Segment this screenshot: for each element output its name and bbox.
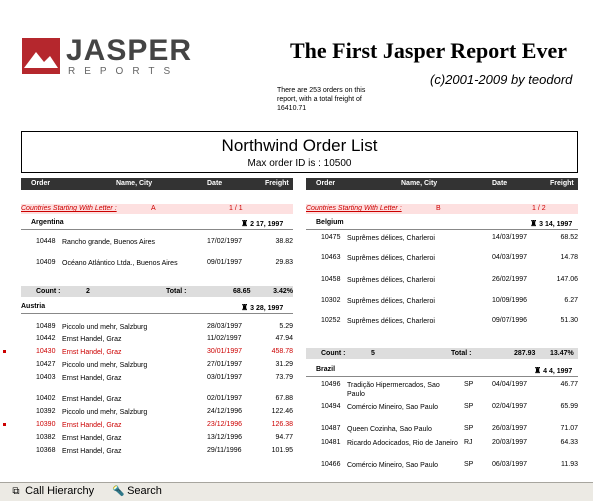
table-row xyxy=(21,447,293,465)
order-freight: 31.29 xyxy=(275,361,293,368)
order-id: 10252 xyxy=(321,317,341,324)
order-id: 10409 xyxy=(36,259,56,266)
order-date: 23/12/1996 xyxy=(207,421,243,428)
report-summary: There are 253 orders on this report, with a total freight of 16410.71 xyxy=(277,87,366,112)
col-order: Order xyxy=(31,180,51,187)
country-header xyxy=(21,217,293,230)
tab-label: Search xyxy=(127,485,162,497)
order-state: SP xyxy=(464,403,474,410)
badge-date: 4 4, 1997 xyxy=(543,368,573,375)
country-name: Austria xyxy=(21,303,46,310)
order-date: 26/03/1997 xyxy=(492,425,528,432)
order-freight: 38.82 xyxy=(275,238,293,245)
rows-austria xyxy=(21,314,293,474)
order-id: 10368 xyxy=(36,447,56,454)
letter-filter-bar xyxy=(306,204,578,214)
order-date: 24/12/1996 xyxy=(207,408,243,415)
table-row xyxy=(21,259,293,279)
order-id: 10382 xyxy=(36,434,56,441)
call-hierarchy-icon: ⧉ xyxy=(12,486,20,497)
logo-word: JASPER xyxy=(66,34,193,67)
order-date: 13/12/1996 xyxy=(207,434,243,441)
order-state: SP xyxy=(464,425,474,432)
country-header xyxy=(21,301,293,314)
order-list-header-box xyxy=(21,131,578,173)
table-row xyxy=(21,238,293,254)
customer-name: Ricardo Adocicados, Rio de Janeiro xyxy=(347,440,458,447)
order-id: 10463 xyxy=(321,254,341,261)
country-name: Brazil xyxy=(316,366,336,373)
order-date: 06/03/1997 xyxy=(492,461,528,468)
order-freight: 47.94 xyxy=(275,335,293,342)
order-freight: 6.27 xyxy=(564,297,578,304)
order-date: 17/02/1997 xyxy=(207,238,243,245)
total-value: 287.93 xyxy=(514,350,536,357)
order-freight: 68.52 xyxy=(560,234,578,241)
customer-name: Ernst Handel, Graz xyxy=(62,375,122,382)
report-title: The First Jasper Report Ever xyxy=(290,38,567,63)
order-id: 10481 xyxy=(321,439,341,446)
order-id: 10448 xyxy=(36,238,56,245)
country-header xyxy=(306,364,578,377)
total-value: 68.65 xyxy=(233,288,251,295)
table-row xyxy=(306,297,578,315)
order-id: 10390 xyxy=(36,421,56,428)
customer-name: Rancho grande, Buenos Aires xyxy=(62,239,156,246)
order-freight: 73.79 xyxy=(275,374,293,381)
col-date: Date xyxy=(492,180,508,187)
person-icon: ♜ xyxy=(530,219,538,228)
badge-date: 3 14, 1997 xyxy=(539,221,573,228)
logo-mark-icon xyxy=(22,38,60,74)
order-freight: 147.06 xyxy=(556,276,578,283)
badge-date: 3 28, 1997 xyxy=(250,305,284,312)
order-date: 11/02/1997 xyxy=(207,335,242,342)
person-icon: ♜ xyxy=(241,303,249,312)
table-row xyxy=(306,234,578,252)
left-column xyxy=(21,178,293,474)
count-value: 2 xyxy=(86,288,90,295)
customer-name: Comércio Mineiro, Sao Paulo xyxy=(347,462,439,469)
search-flashlight-icon: 🔦 xyxy=(112,486,125,497)
order-date: 03/01/1997 xyxy=(207,374,243,381)
table-row xyxy=(21,374,293,392)
customer-name: Suprêmes délices, Charleroi xyxy=(347,298,435,305)
col-freight: Freight xyxy=(550,180,574,187)
customer-name: Ernst Handel, Graz xyxy=(62,422,122,429)
letter-filter-bar xyxy=(21,204,293,214)
order-id: 10442 xyxy=(36,335,56,342)
order-date: 29/11/1996 xyxy=(207,447,242,454)
order-date: 04/04/1997 xyxy=(492,381,528,388)
order-freight: 51.30 xyxy=(560,317,578,324)
order-date: 28/03/1997 xyxy=(207,323,243,330)
country-badge xyxy=(530,219,572,228)
rows-brazil xyxy=(306,377,578,472)
order-freight: 46.77 xyxy=(560,381,578,388)
order-date: 10/09/1996 xyxy=(492,297,528,304)
table-row xyxy=(306,439,578,457)
logo-subword: REPORTS xyxy=(68,66,180,77)
order-freight: 101.95 xyxy=(271,447,293,454)
column-header-bar xyxy=(21,178,293,190)
order-id: 10496 xyxy=(321,381,341,388)
order-id: 10430 xyxy=(36,348,56,355)
country-header xyxy=(306,217,578,230)
total-label: Total : xyxy=(451,350,472,357)
table-row xyxy=(306,317,578,335)
order-freight: 94.77 xyxy=(275,434,293,441)
total-percent: 3.42% xyxy=(273,288,293,295)
col-freight: Freight xyxy=(265,180,289,187)
customer-name: Suprêmes délices, Charleroi xyxy=(347,277,435,284)
order-freight: 458.78 xyxy=(271,348,293,355)
col-name-city: Name, City xyxy=(401,180,438,187)
table-row xyxy=(306,276,578,294)
order-id: 10403 xyxy=(36,374,56,381)
order-freight: 126.38 xyxy=(271,421,293,428)
filter-label: Countries Starting With Letter : xyxy=(306,205,402,212)
tab-call-hierarchy[interactable] xyxy=(10,485,94,501)
country-name: Belgium xyxy=(316,219,344,226)
customer-name: Piccolo und mehr, Salzburg xyxy=(62,324,148,331)
bottom-view-tabs xyxy=(0,482,593,501)
order-date: 30/01/1997 xyxy=(207,348,243,355)
order-freight: 65.99 xyxy=(560,403,578,410)
country-badge xyxy=(534,366,572,375)
order-freight: 11.93 xyxy=(561,461,578,468)
breakpoint-marker-icon xyxy=(3,350,6,353)
table-row xyxy=(306,461,578,479)
filter-label: Countries Starting With Letter : xyxy=(21,205,117,212)
order-freight: 14.78 xyxy=(560,254,578,261)
customer-name: Suprêmes délices, Charleroi xyxy=(347,318,435,325)
country-name: Argentina xyxy=(31,219,64,226)
order-freight: 71.07 xyxy=(560,425,578,432)
order-state: SP xyxy=(464,461,474,468)
order-date: 26/02/1997 xyxy=(492,276,528,283)
order-date: 09/07/1996 xyxy=(492,317,528,324)
group-count-bar xyxy=(21,286,293,297)
customer-name: Tradição Hipermercados, Sao Paulo xyxy=(347,382,440,398)
person-icon: ♜ xyxy=(534,366,542,375)
country-badge xyxy=(241,219,283,228)
right-column xyxy=(306,178,578,472)
customer-name: Ernst Handel, Graz xyxy=(62,349,122,356)
order-date: 14/03/1997 xyxy=(492,234,528,241)
order-date: 27/01/1997 xyxy=(207,361,243,368)
count-label: Count : xyxy=(321,350,346,357)
column-header-bar xyxy=(306,178,578,190)
customer-name: Suprêmes délices, Charleroi xyxy=(347,235,435,242)
count-value: 5 xyxy=(371,350,375,357)
filter-page: 1 / 1 xyxy=(229,205,243,212)
order-id: 10466 xyxy=(321,461,341,468)
rows-argentina xyxy=(21,230,293,280)
customer-name: Suprêmes délices, Charleroi xyxy=(347,255,435,262)
table-row xyxy=(306,254,578,272)
order-id: 10302 xyxy=(321,297,341,304)
col-date: Date xyxy=(207,180,223,187)
order-id: 10475 xyxy=(321,234,341,241)
jasper-reports-logo xyxy=(22,34,193,78)
table-row xyxy=(306,381,578,399)
group-count-bar xyxy=(306,348,578,359)
order-id: 10494 xyxy=(321,403,341,410)
order-freight: 5.29 xyxy=(279,323,293,330)
badge-date: 2 17, 1997 xyxy=(250,221,284,228)
person-icon: ♜ xyxy=(241,219,249,228)
order-date: 02/01/1997 xyxy=(207,395,243,402)
tab-label: Call Hierarchy xyxy=(25,485,95,497)
order-state: RJ xyxy=(464,439,473,446)
order-date: 09/01/1997 xyxy=(207,259,243,266)
count-label: Count : xyxy=(36,288,61,295)
order-list-title: Northwind Order List xyxy=(221,136,378,155)
breakpoint-marker-icon xyxy=(3,423,6,426)
max-order-id: Max order ID is : 10500 xyxy=(247,158,352,169)
order-id: 10489 xyxy=(36,323,56,330)
copyright-text: (c)2001-2009 by teodord xyxy=(430,72,573,87)
customer-name: Piccolo und mehr, Salzburg xyxy=(62,362,148,369)
order-id: 10392 xyxy=(36,408,56,415)
customer-name: Ernst Handel, Graz xyxy=(62,396,122,403)
order-id: 10402 xyxy=(36,395,56,402)
order-freight: 122.46 xyxy=(271,408,293,415)
total-label: Total : xyxy=(166,288,187,295)
order-date: 02/04/1997 xyxy=(492,403,528,410)
order-state: SP xyxy=(464,381,474,388)
country-badge xyxy=(241,303,283,312)
filter-letter: B xyxy=(436,205,441,212)
customer-name: Océano Atlántico Ltda., Buenos Aires xyxy=(62,260,178,267)
tab-search[interactable] xyxy=(112,485,162,501)
table-row xyxy=(306,403,578,421)
rows-belgium xyxy=(306,230,578,342)
customer-name: Ernst Handel, Graz xyxy=(62,336,122,343)
customer-name: Ernst Handel, Graz xyxy=(62,448,122,455)
order-id: 10458 xyxy=(321,276,341,283)
order-freight: 29.83 xyxy=(275,259,293,266)
order-date: 04/03/1997 xyxy=(492,254,528,261)
order-freight: 67.88 xyxy=(275,395,293,402)
customer-name: Piccolo und mehr, Salzburg xyxy=(62,409,148,416)
total-percent: 13.47% xyxy=(550,350,574,357)
customer-name: Comércio Mineiro, Sao Paulo xyxy=(347,404,439,411)
col-order: Order xyxy=(316,180,336,187)
order-id: 10487 xyxy=(321,425,341,432)
filter-letter: A xyxy=(151,205,156,212)
col-name-city: Name, City xyxy=(116,180,153,187)
order-date: 20/03/1997 xyxy=(492,439,528,446)
filter-page: 1 / 2 xyxy=(532,205,546,212)
customer-name: Ernst Handel, Graz xyxy=(62,435,122,442)
customer-name: Queen Cozinha, Sao Paulo xyxy=(347,426,432,433)
order-id: 10427 xyxy=(36,361,56,368)
order-freight: 64.33 xyxy=(560,439,578,446)
